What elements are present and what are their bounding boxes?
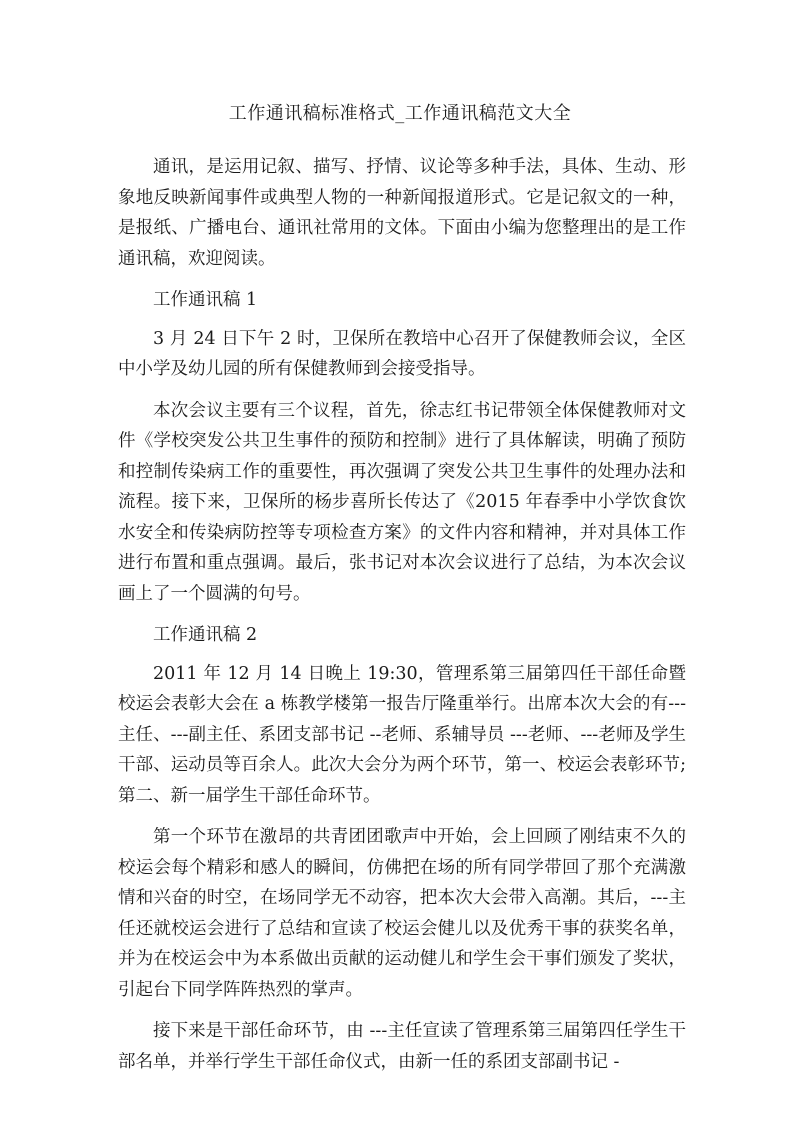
- body-paragraph: 3 月 24 日下午 2 时，卫保所在教培中心召开了保健教师会议，全区中小学及幼儿园的所有保健教师到会接受指导。: [118, 328, 686, 379]
- body-paragraph: 本次会议主要有三个议程，首先，徐志红书记带领全体保健教师对文件《学校突发公共卫生事件的预防和控制》进行了具体解读，明确了预防和控制传染病工作的重要性，再次强调了突发公共卫生事件的处理办法和流程。接下来，卫保所的杨步喜所长传达了《2015 年春季中小学饮食饮水安全和传染病防控等专项检查方案》的文件内容和精神，并对具体工作进行布置和重点强调。最后，张书记对本次会议进行了总结，为本次会议画上了一个圆满的句号。: [118, 400, 686, 604]
- section-heading-1: 工作通讯稿 1: [153, 290, 258, 310]
- document-title: 工作通讯稿标准格式_工作通讯稿范文大全: [228, 103, 572, 124]
- document-body: [118, 152, 686, 1088]
- body-paragraph: 2011 年 12 月 14 日晚上 19:30，管理系第三届第四任干部任命暨校运会表彰大会在 a 栋教学楼第一报告厅隆重举行。出席本次大会的有---主任、---副主任、系团支部书记 --老师、系辅导员 ---老师、---老师及学生干部、运动员等百余人。此次大会分为两个环节，第一、校运会表彰环节;第二、新一届学生干部任命环节。: [118, 663, 686, 806]
- body-paragraph: 第一个环节在激昂的共青团团歌声中开始，会上回顾了刚结束不久的校运会每个精彩和感人的瞬间，仿佛把在场的所有同学带回了那个充满激情和兴奋的时空，在场同学无不动容，把本次大会带入高潮。其后，---主任还就校运会进行了总结和宣读了校运会健儿以及优秀干事的获奖名单，并为在校运会中为本系做出贡献的运动健儿和学生会干事们颁发了奖状，引起台下同学阵阵热烈的掌声。: [118, 827, 686, 1000]
- intro-paragraph: 通讯，是运用记叙、描写、抒情、议论等多种手法，具体、生动、形象地反映新闻事件或典型人物的一种新闻报道形式。它是记叙文的一种，是报纸、广播电台、通讯社常用的文体。下面由小编为您整理出的是工作通讯稿，欢迎阅读。: [118, 157, 686, 269]
- section-heading-2: 工作通讯稿 2: [153, 625, 258, 645]
- body-paragraph: 接下来是干部任命环节，由 ---主任宣读了管理系第三届第四任学生干部名单，并举行学生干部任命仪式，由新一任的系团支部副书记 -: [118, 1021, 686, 1072]
